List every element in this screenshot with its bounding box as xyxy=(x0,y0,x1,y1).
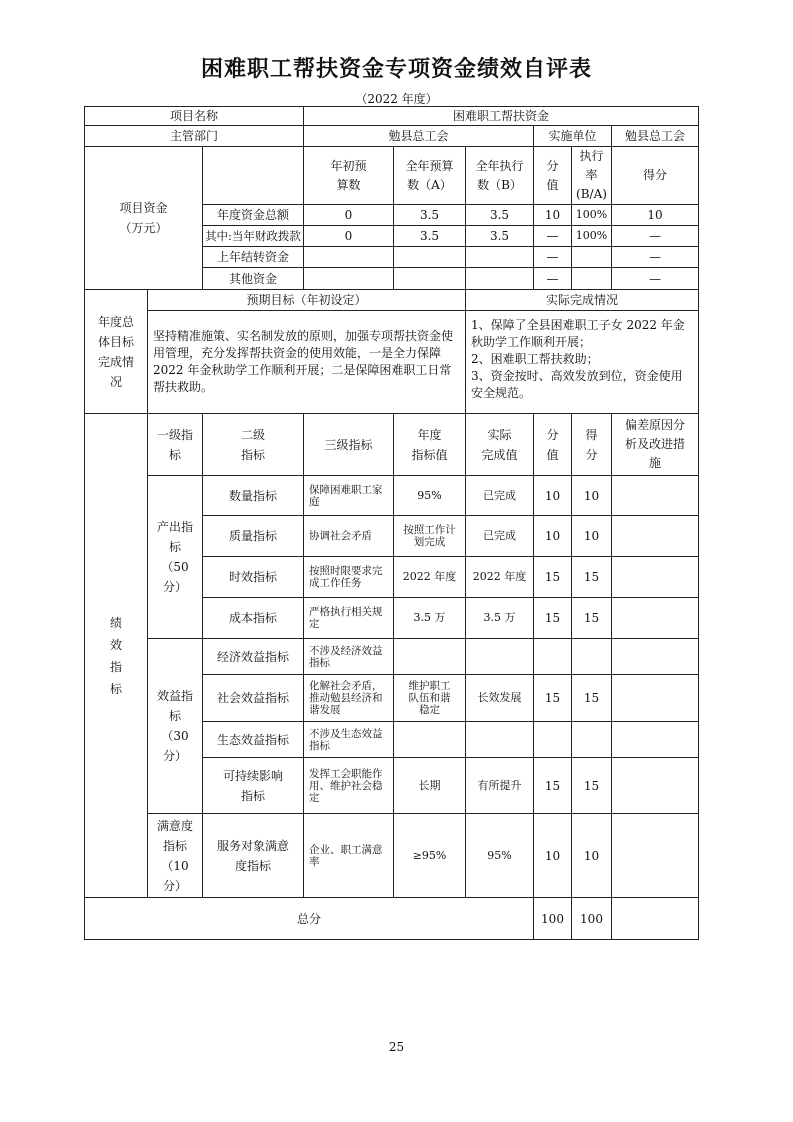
target-value xyxy=(394,639,466,675)
indicator-header: 偏差原因分 析及改进措 施 xyxy=(612,414,699,476)
target-value: 按照工作计划完成 xyxy=(394,516,466,557)
indicator-header: 年度 指标值 xyxy=(394,414,466,476)
funds-header: 执行率 (B/A) xyxy=(572,147,612,205)
l2-indicator: 生态效益指标 xyxy=(203,722,304,758)
note-value xyxy=(612,516,699,557)
funds-cell: 0 xyxy=(304,226,394,247)
funds-cell: 0 xyxy=(304,205,394,226)
actual-value: 已完成 xyxy=(466,476,534,516)
got-value: 15 xyxy=(572,758,612,814)
annual-goal-label: 年度总 体目标 完成情 况 xyxy=(85,290,148,414)
l3-indicator: 企业、职工满意率 xyxy=(304,814,394,898)
funds-cell: — xyxy=(534,226,572,247)
funds-cell xyxy=(572,268,612,290)
funds-row-label: 其中:当年财政拨款 xyxy=(203,226,304,247)
indicator-row xyxy=(85,476,699,516)
l3-indicator: 化解社会矛盾，推动勉县经济和谐发展 xyxy=(304,675,394,722)
got-value xyxy=(572,639,612,675)
performance-label: 绩 效 指 标 xyxy=(85,414,148,898)
l3-indicator: 不涉及生态效益指标 xyxy=(304,722,394,758)
l2-indicator: 经济效益指标 xyxy=(203,639,304,675)
funds-header-blank xyxy=(203,147,304,205)
indicator-header: 分 值 xyxy=(534,414,572,476)
funds-cell: — xyxy=(534,268,572,290)
note-value xyxy=(612,598,699,639)
project-name-label: 项目名称 xyxy=(85,107,304,126)
funds-cell xyxy=(394,268,466,290)
note-value xyxy=(612,557,699,598)
funds-cell: 100% xyxy=(572,205,612,226)
funds-header: 年初预 算数 xyxy=(304,147,394,205)
indicator-row xyxy=(85,639,699,675)
got-value: 10 xyxy=(572,516,612,557)
funds-cell: 3.5 xyxy=(466,205,534,226)
project-name-row xyxy=(85,107,699,126)
l2-indicator: 时效指标 xyxy=(203,557,304,598)
funds-cell: 3.5 xyxy=(394,205,466,226)
indicator-header: 得 分 xyxy=(572,414,612,476)
score-value xyxy=(534,639,572,675)
target-value: ≥95% xyxy=(394,814,466,898)
total-note xyxy=(612,898,699,940)
funds-cell xyxy=(394,247,466,268)
group-label: 产出指 标 （50 分） xyxy=(148,476,203,639)
funds-header-row xyxy=(85,147,699,205)
l3-indicator: 按照时限要求完成工作任务 xyxy=(304,557,394,598)
actual-value: 有所提升 xyxy=(466,758,534,814)
group-label: 效益指 标 （30 分） xyxy=(148,639,203,814)
actual-value: 2022 年度 xyxy=(466,557,534,598)
got-value xyxy=(572,722,612,758)
funds-cell: 3.5 xyxy=(466,226,534,247)
project-name-value: 困难职工帮扶资金 xyxy=(304,107,699,126)
evaluation-table xyxy=(84,106,699,940)
l2-indicator: 社会效益指标 xyxy=(203,675,304,722)
funds-cell xyxy=(304,268,394,290)
got-value: 15 xyxy=(572,598,612,639)
funds-row-label: 上年结转资金 xyxy=(203,247,304,268)
funds-cell: — xyxy=(612,247,699,268)
funds-cell: — xyxy=(534,247,572,268)
target-value: 长期 xyxy=(394,758,466,814)
actual-value xyxy=(466,722,534,758)
goals-content-row xyxy=(85,311,699,414)
funds-cell: — xyxy=(612,226,699,247)
got-value: 10 xyxy=(572,476,612,516)
actual-done-header: 实际完成情况 xyxy=(466,290,699,311)
actual-value xyxy=(466,639,534,675)
funds-cell: 100% xyxy=(572,226,612,247)
indicator-row xyxy=(85,814,699,898)
got-value: 15 xyxy=(572,557,612,598)
expected-goal-header: 预期目标（年初设定） xyxy=(148,290,466,311)
target-value xyxy=(394,722,466,758)
note-value xyxy=(612,476,699,516)
score-value: 10 xyxy=(534,814,572,898)
funds-row-label: 其他资金 xyxy=(203,268,304,290)
funds-cell: 3.5 xyxy=(394,226,466,247)
project-funds-label: 项目资金 （万元） xyxy=(85,147,203,290)
page-number: 25 xyxy=(388,1040,405,1054)
target-value: 维护职工队伍和谐稳定 xyxy=(394,675,466,722)
target-value: 3.5 万 xyxy=(394,598,466,639)
funds-header: 得分 xyxy=(612,147,699,205)
actual-done-text: 1、保障了全县困难职工子女 2022 年金秋助学工作顺利开展； 2、困难职工帮扶救助； 3、资金按时、高效发放到位，资金使用安全规范。 xyxy=(466,311,699,414)
l2-indicator: 服务对象满意 度指标 xyxy=(203,814,304,898)
indicator-header: 二级 指标 xyxy=(203,414,304,476)
l3-indicator: 严格执行相关规定 xyxy=(304,598,394,639)
funds-cell xyxy=(466,247,534,268)
department-label: 主管部门 xyxy=(85,126,304,147)
l2-indicator: 成本指标 xyxy=(203,598,304,639)
score-value: 10 xyxy=(534,476,572,516)
funds-row-label: 年度资金总额 xyxy=(203,205,304,226)
note-value xyxy=(612,814,699,898)
l2-indicator: 可持续影响 指标 xyxy=(203,758,304,814)
funds-cell: 10 xyxy=(612,205,699,226)
score-value: 15 xyxy=(534,598,572,639)
score-value: 15 xyxy=(534,675,572,722)
impl-unit-value: 勉县总工会 xyxy=(612,126,699,147)
actual-value: 95% xyxy=(466,814,534,898)
got-value: 10 xyxy=(572,814,612,898)
l3-indicator: 协调社会矛盾 xyxy=(304,516,394,557)
page-title: 困难职工帮扶资金专项资金绩效自评表 xyxy=(200,57,592,82)
l3-indicator: 发挥工会职能作用、维护社会稳定 xyxy=(304,758,394,814)
score-value: 10 xyxy=(534,516,572,557)
l2-indicator: 质量指标 xyxy=(203,516,304,557)
group-label: 满意度 指标 （10 分） xyxy=(148,814,203,898)
expected-goal-text: 坚持精准施策、实名制发放的原则，加强专项帮扶资金使用管理，充分发挥帮扶资金的使用效能，一是全力保障 2022 年金秋助学工作顺利开展；二是保障困难职工日常帮扶救助。 xyxy=(148,311,466,414)
indicator-header: 实际 完成值 xyxy=(466,414,534,476)
indicator-header-row xyxy=(85,414,699,476)
note-value xyxy=(612,722,699,758)
got-value: 15 xyxy=(572,675,612,722)
indicator-header: 三级指标 xyxy=(304,414,394,476)
department-value: 勉县总工会 xyxy=(304,126,534,147)
l2-indicator: 数量指标 xyxy=(203,476,304,516)
l3-indicator: 保障困难职工家庭 xyxy=(304,476,394,516)
total-got: 100 xyxy=(572,898,612,940)
year-subtitle: （2022 年度） xyxy=(355,92,438,106)
total-row xyxy=(85,898,699,940)
funds-cell: — xyxy=(612,268,699,290)
funds-cell xyxy=(466,268,534,290)
total-label: 总分 xyxy=(85,898,534,940)
note-value xyxy=(612,639,699,675)
actual-value: 长效发展 xyxy=(466,675,534,722)
funds-header: 全年预算 数（A） xyxy=(394,147,466,205)
l3-indicator: 不涉及经济效益指标 xyxy=(304,639,394,675)
funds-header: 全年执行 数（B） xyxy=(466,147,534,205)
funds-cell: 10 xyxy=(534,205,572,226)
funds-cell xyxy=(304,247,394,268)
score-value xyxy=(534,722,572,758)
score-value: 15 xyxy=(534,557,572,598)
indicator-header: 一级指 标 xyxy=(148,414,203,476)
actual-value: 已完成 xyxy=(466,516,534,557)
total-score: 100 xyxy=(534,898,572,940)
note-value xyxy=(612,675,699,722)
note-value xyxy=(612,758,699,814)
funds-cell xyxy=(572,247,612,268)
goals-header-row xyxy=(85,290,699,311)
score-value: 15 xyxy=(534,758,572,814)
department-row xyxy=(85,126,699,147)
impl-unit-label: 实施单位 xyxy=(534,126,612,147)
target-value: 95% xyxy=(394,476,466,516)
funds-header: 分 值 xyxy=(534,147,572,205)
actual-value: 3.5 万 xyxy=(466,598,534,639)
target-value: 2022 年度 xyxy=(394,557,466,598)
